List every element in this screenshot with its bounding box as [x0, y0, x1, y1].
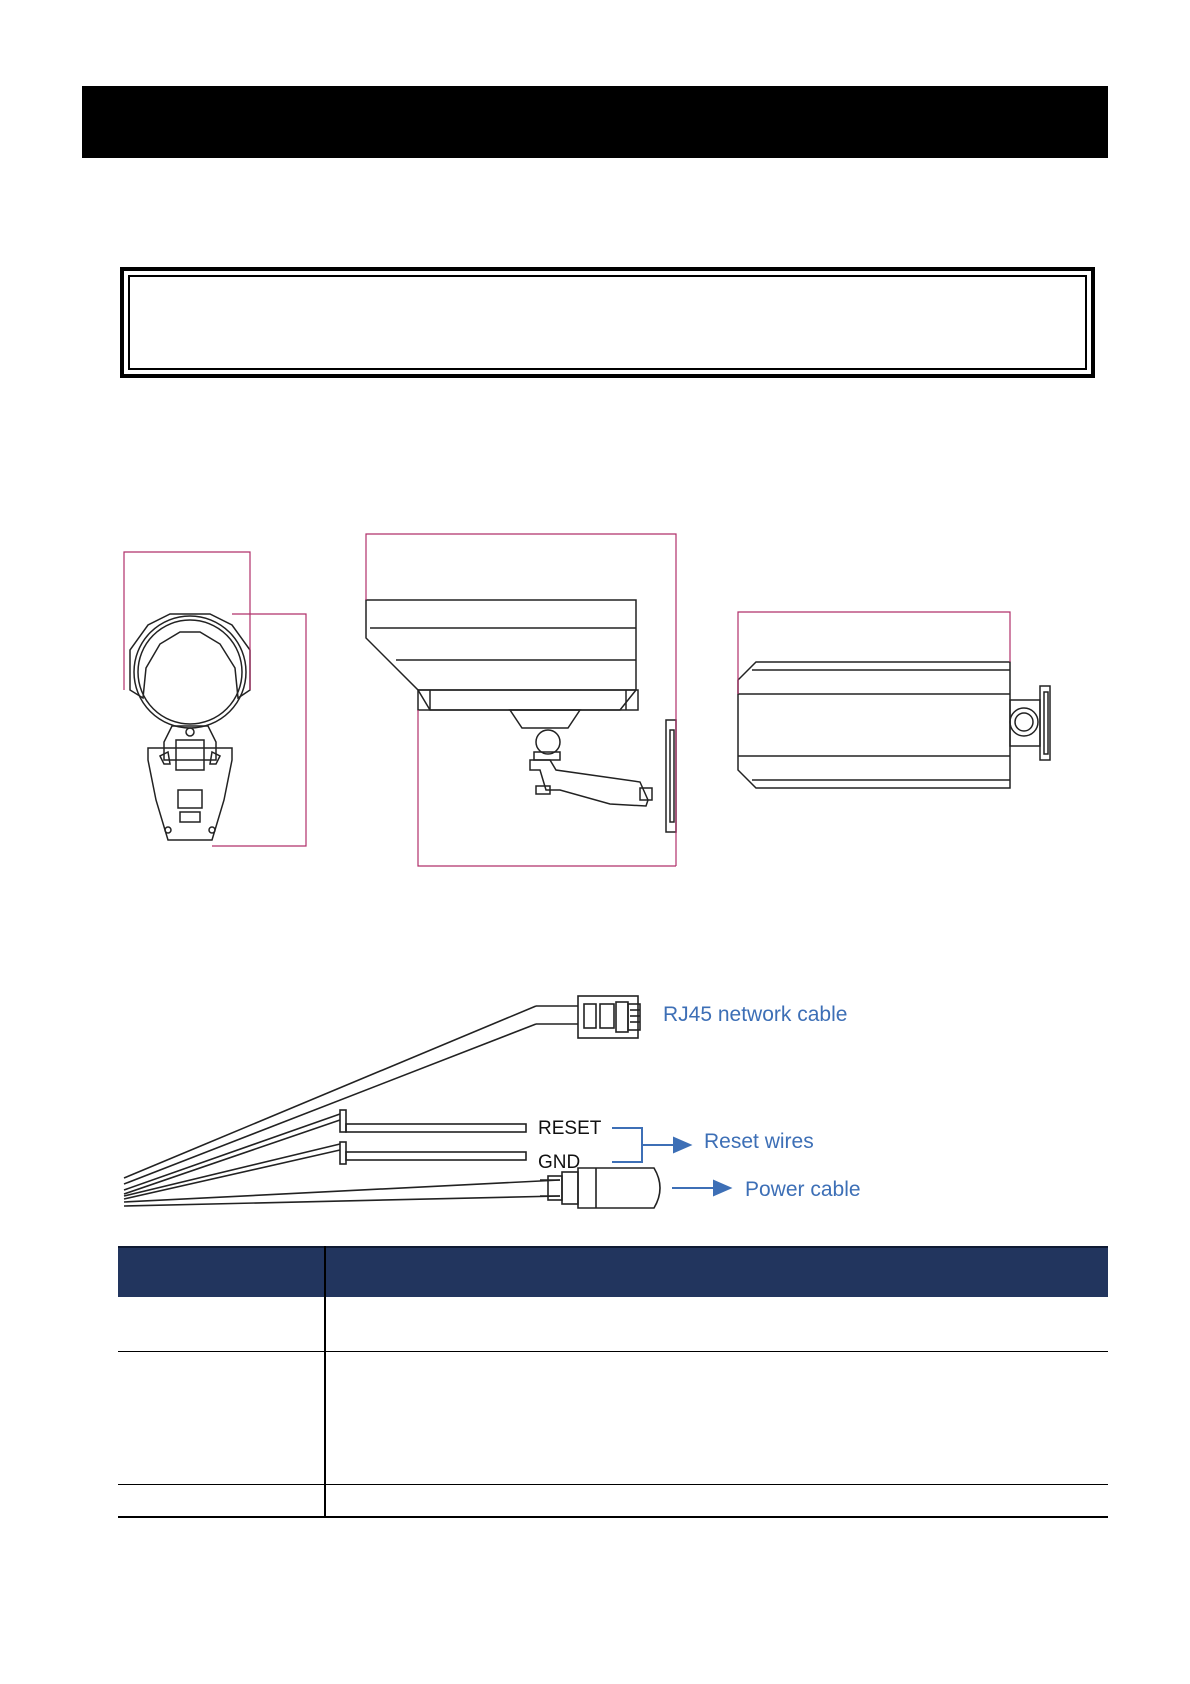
power-cable-label: Power cable [745, 1178, 861, 1201]
power-cable-arrow [672, 1181, 730, 1195]
reset-wire-label: RESET [538, 1118, 602, 1139]
front-view-dimension-lines [124, 552, 306, 846]
front-view-drawing [130, 614, 250, 840]
table-column-divider [324, 1246, 326, 1518]
side-view-drawing [366, 600, 676, 832]
table-row-divider [118, 1351, 1108, 1352]
reset-wires-bracket [612, 1128, 690, 1162]
gnd-wire-label: GND [538, 1152, 581, 1173]
rj45-network-cable-label: RJ45 network cable [663, 1003, 848, 1026]
table-row-divider [118, 1484, 1108, 1485]
top-view-drawing [738, 662, 1050, 788]
power-connector [540, 1168, 660, 1208]
side-view-dimension-lines [366, 534, 676, 866]
reset-wires-label: Reset wires [704, 1130, 814, 1153]
reset-wires [340, 1110, 526, 1164]
table-header-row [118, 1246, 1108, 1297]
table-bottom-border [118, 1516, 1108, 1518]
top-view-dimension-lines [738, 612, 1010, 694]
rj45-connector [536, 996, 640, 1038]
cable-bundle [124, 1006, 560, 1206]
cable-spec-table [118, 1246, 1108, 1518]
